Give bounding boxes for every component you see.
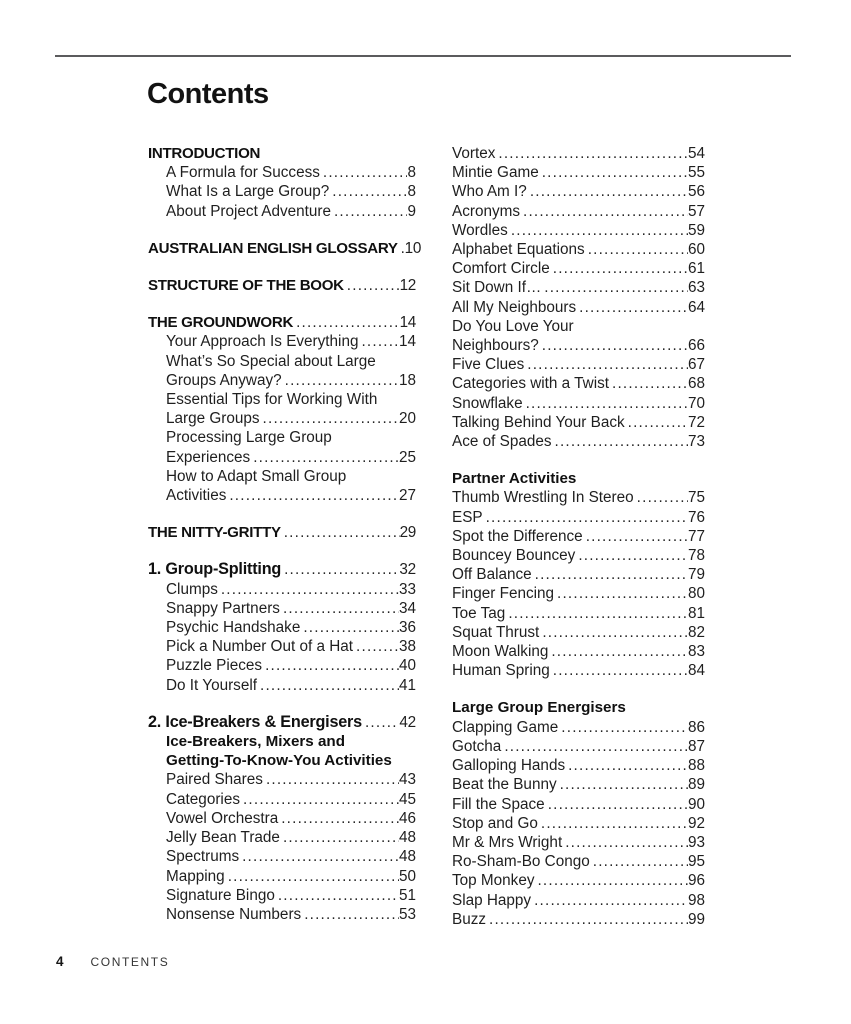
toc-row-entry xyxy=(148,371,416,390)
dot-leader xyxy=(284,523,400,542)
toc-entry-label: Ice-Breakers, Mixers and xyxy=(166,733,345,751)
toc-entry-label: Slap Happy xyxy=(452,891,532,909)
toc-entry-label: Large Groups xyxy=(166,410,260,428)
dot-leader xyxy=(323,163,408,182)
toc-entry-page-number: 82 xyxy=(687,623,705,641)
toc-entry-label: Do You Love Your xyxy=(452,317,574,335)
toc-entry-label: Sit Down If… xyxy=(452,279,542,297)
toc-row-entry xyxy=(148,770,416,789)
toc-entry-page-number: 48 xyxy=(398,848,416,866)
toc-entry-label: Processing Large Group xyxy=(166,429,332,447)
section-gap xyxy=(452,680,705,698)
dot-leader xyxy=(266,770,399,789)
dot-leader xyxy=(628,413,688,432)
dot-leader xyxy=(304,905,399,924)
toc-entry-label: What Is a Large Group? xyxy=(166,183,330,201)
toc-row-entry xyxy=(452,202,705,221)
dot-leader xyxy=(526,394,688,413)
toc-entry-page-number: 25 xyxy=(398,448,416,466)
toc-row-entry xyxy=(148,352,416,371)
toc-entry-page-number: 53 xyxy=(398,905,416,923)
dot-leader xyxy=(544,278,688,297)
toc-entry-page-number: 70 xyxy=(687,394,705,412)
toc-row-entry xyxy=(452,336,705,355)
toc-row-section xyxy=(148,239,422,258)
dot-leader xyxy=(283,599,399,618)
toc-entry-page-number: 8 xyxy=(407,164,416,182)
dot-leader xyxy=(504,737,688,756)
toc-row-entry xyxy=(452,508,705,527)
dot-leader xyxy=(537,871,688,890)
toc-entry-label: Bouncey Bouncey xyxy=(452,547,576,565)
toc-entry-label: Moon Walking xyxy=(452,643,549,661)
dot-leader xyxy=(356,637,399,656)
toc-entry-label: Beat the Bunny xyxy=(452,776,557,794)
toc-entry-page-number: 8 xyxy=(407,183,416,201)
toc-row-entry xyxy=(452,814,705,833)
toc-entry-label: Partner Activities xyxy=(452,470,577,488)
toc-entry-page-number: 43 xyxy=(398,771,416,789)
toc-row-entry xyxy=(452,756,705,775)
dot-leader xyxy=(586,527,688,546)
dot-leader xyxy=(553,661,688,680)
toc-row-entry xyxy=(452,546,705,565)
section-gap xyxy=(452,451,705,469)
toc-entry-label: Your Approach Is Everything xyxy=(166,333,359,351)
toc-entry-label: 2. Ice-Breakers & Energisers xyxy=(148,712,362,731)
toc-entry-label: Do It Yourself xyxy=(166,676,257,694)
toc-entry-page-number: 73 xyxy=(687,433,705,451)
dot-leader xyxy=(361,332,399,351)
toc-entry-page-number: 78 xyxy=(687,547,705,565)
toc-entry-label: Categories xyxy=(166,790,240,808)
toc-entry-label: Gotcha xyxy=(452,737,502,755)
toc-row-subhead xyxy=(148,751,416,770)
dot-leader xyxy=(560,775,688,794)
toc-entry-page-number: 20 xyxy=(398,410,416,428)
toc-row-entry xyxy=(452,317,705,336)
dot-leader xyxy=(527,355,688,374)
toc-entry-label: Human Spring xyxy=(452,662,550,680)
dot-leader xyxy=(511,221,688,240)
toc-row-entry xyxy=(452,240,705,259)
toc-entry-label: THE NITTY-GRITTY xyxy=(148,524,281,542)
toc-row-entry xyxy=(148,618,416,637)
dot-leader xyxy=(260,676,399,695)
toc-entry-label: Alphabet Equations xyxy=(452,241,585,259)
section-gap xyxy=(148,695,416,713)
toc-entry-page-number: 84 xyxy=(687,662,705,680)
toc-entry-label: Ro-Sham-Bo Congo xyxy=(452,853,590,871)
dot-leader xyxy=(565,833,688,852)
toc-entry-label: Snappy Partners xyxy=(166,599,280,617)
toc-entry-label: Spectrums xyxy=(166,848,240,866)
toc-entry-label: Toe Tag xyxy=(452,604,506,622)
toc-entry-label: All My Neighbours xyxy=(452,298,577,316)
toc-entry-label: THE GROUNDWORK xyxy=(148,314,294,332)
toc-row-entry xyxy=(148,409,416,428)
toc-row-entry xyxy=(452,298,705,317)
toc-row-entry xyxy=(452,488,705,507)
dot-leader xyxy=(548,795,688,814)
toc-entry-label: Snowflake xyxy=(452,394,523,412)
toc-row-entry xyxy=(148,390,416,409)
toc-entry-page-number: 29 xyxy=(399,524,416,542)
toc-entry-label: Buzz xyxy=(452,910,487,928)
dot-leader xyxy=(284,560,399,579)
toc-row-section xyxy=(148,313,416,332)
dot-leader xyxy=(332,182,407,201)
toc-entry-page-number: 80 xyxy=(687,585,705,603)
dot-leader xyxy=(498,144,688,163)
toc-row-entry xyxy=(452,221,705,240)
toc-entry-label: Five Clues xyxy=(452,356,525,374)
toc-entry-page-number: 50 xyxy=(398,867,416,885)
toc-entry-label: Experiences xyxy=(166,448,251,466)
dot-leader xyxy=(535,565,688,584)
toc-row-entry xyxy=(452,642,705,661)
toc-row-entry xyxy=(452,432,705,451)
toc-entry-page-number: 14 xyxy=(399,314,416,332)
toc-entry-page-number: 18 xyxy=(398,371,416,389)
toc-entry-page-number: 98 xyxy=(687,891,705,909)
toc-entry-page-number: 95 xyxy=(687,853,705,871)
toc-entry-page-number: 81 xyxy=(687,604,705,622)
toc-entry-page-number: 76 xyxy=(687,508,705,526)
section-gap xyxy=(148,258,416,276)
toc-entry-label: Acronyms xyxy=(452,202,520,220)
dot-leader xyxy=(534,891,688,910)
toc-entry-label: Mapping xyxy=(166,867,225,885)
toc-entry-page-number: 48 xyxy=(398,829,416,847)
toc-entry-page-number: 14 xyxy=(398,333,416,351)
toc-entry-label: Vowel Orchestra xyxy=(166,809,279,827)
toc-entry-label: Clapping Game xyxy=(452,718,559,736)
dot-leader xyxy=(365,713,399,732)
dot-leader xyxy=(523,202,688,221)
dot-leader xyxy=(296,313,400,332)
page-footer xyxy=(56,954,169,969)
toc-entry-page-number: 56 xyxy=(687,183,705,201)
toc-entry-page-number: 88 xyxy=(687,757,705,775)
toc-entry-label: Stop and Go xyxy=(452,814,538,832)
dot-leader xyxy=(303,618,399,637)
toc-entry-page-number: 46 xyxy=(398,809,416,827)
toc-entry-page-number: 51 xyxy=(398,886,416,904)
dot-leader xyxy=(489,910,688,929)
toc-row-entry xyxy=(452,775,705,794)
toc-entry-page-number: 59 xyxy=(687,221,705,239)
toc-entry-label: Who Am I? xyxy=(452,183,527,201)
dot-leader xyxy=(242,847,399,866)
toc-entry-label: Squat Thrust xyxy=(452,623,540,641)
toc-entry-label: Clumps xyxy=(166,580,218,598)
toc-entry-page-number: 64 xyxy=(687,298,705,316)
toc-entry-label: 1. Group-Splitting xyxy=(148,560,282,579)
toc-row-entry xyxy=(148,448,416,467)
toc-entry-label: ESP xyxy=(452,508,483,526)
toc-entry-page-number: 87 xyxy=(687,737,705,755)
toc-entry-label: Finger Fencing xyxy=(452,585,555,603)
toc-entry-label: Fill the Space xyxy=(452,795,545,813)
dot-leader xyxy=(229,486,399,505)
toc-row-entry xyxy=(148,790,416,809)
dot-leader xyxy=(281,809,399,828)
toc-entry-label: Pick a Number Out of a Hat xyxy=(166,638,354,656)
toc-row-entry xyxy=(452,910,705,929)
toc-entry-label: Ace of Spades xyxy=(452,433,552,451)
toc-entry-page-number: 45 xyxy=(398,790,416,808)
toc-entry-label: Off Balance xyxy=(452,566,532,584)
toc-entry-page-number: 93 xyxy=(687,833,705,851)
toc-entry-page-number: 57 xyxy=(687,202,705,220)
dot-leader xyxy=(263,409,399,428)
toc-row-entry xyxy=(452,852,705,871)
toc-row-entry xyxy=(148,163,416,182)
toc-entry-label: Essential Tips for Working With xyxy=(166,391,378,409)
toc-entry-label: Categories with a Twist xyxy=(452,375,610,393)
toc-row-entry xyxy=(452,182,705,201)
toc-row-entry xyxy=(452,661,705,680)
toc-row-entry xyxy=(148,580,416,599)
dot-leader xyxy=(637,488,688,507)
section-gap xyxy=(148,221,416,239)
toc-entry-label: Nonsense Numbers xyxy=(166,905,302,923)
dot-leader xyxy=(285,371,399,390)
toc-entry-label: Groups Anyway? xyxy=(166,371,282,389)
toc-entry-label: Mr & Mrs Wright xyxy=(452,833,563,851)
toc-entry-page-number: 75 xyxy=(687,489,705,507)
toc-entry-label: Galloping Hands xyxy=(452,757,566,775)
toc-entry-label: Getting-To-Know-You Activities xyxy=(166,752,392,770)
toc-row-subhead xyxy=(148,732,416,751)
toc-row-chapter xyxy=(148,713,416,732)
toc-row-entry xyxy=(452,604,705,623)
toc-entry-label: AUSTRALIAN ENGLISH GLOSSARY xyxy=(148,239,398,257)
toc-entry-label: Large Group Energisers xyxy=(452,699,626,717)
toc-entry-page-number: 66 xyxy=(687,337,705,355)
toc-row-entry xyxy=(148,332,416,351)
dot-leader xyxy=(612,374,688,393)
toc-entry-label: Talking Behind Your Back xyxy=(452,413,625,431)
toc-entry-label: Thumb Wrestling In Stereo xyxy=(452,489,634,507)
dot-leader xyxy=(542,336,688,355)
toc-entry-page-number: 60 xyxy=(687,241,705,259)
toc-row-entry xyxy=(148,886,416,905)
toc-row-entry xyxy=(148,867,416,886)
toc-column-left xyxy=(148,144,422,929)
toc-row-entry xyxy=(452,355,705,374)
toc-entry-label: Spot the Difference xyxy=(452,527,583,545)
dot-leader xyxy=(542,623,688,642)
toc-row-entry xyxy=(452,891,705,910)
toc-entry-label: Vortex xyxy=(452,145,496,162)
footer-page-number: 4 xyxy=(56,954,64,969)
toc-entry-page-number: 72 xyxy=(687,413,705,431)
dot-leader xyxy=(553,259,688,278)
toc-row-entry xyxy=(452,527,705,546)
dot-leader xyxy=(578,546,688,565)
dot-leader xyxy=(508,604,688,623)
toc-entry-page-number: 33 xyxy=(398,580,416,598)
toc-entry-page-number: 12 xyxy=(399,277,416,295)
toc-entry-label: STRUCTURE OF THE BOOK xyxy=(148,277,344,295)
dot-leader xyxy=(568,756,688,775)
top-rule-divider xyxy=(55,55,791,57)
footer-section-label: CONTENTS xyxy=(90,955,170,969)
toc-entry-page-number: 67 xyxy=(687,356,705,374)
toc-row-section xyxy=(148,144,416,163)
toc-entry-label: Jelly Bean Trade xyxy=(166,829,280,847)
toc-row-entry xyxy=(452,413,705,432)
toc-entry-label: INTRODUCTION xyxy=(148,145,261,162)
toc-row-entry xyxy=(148,202,416,221)
toc-entry-page-number: 96 xyxy=(687,872,705,890)
toc-entry-page-number: 92 xyxy=(687,814,705,832)
toc-entry-page-number: 42 xyxy=(399,713,416,731)
dot-leader xyxy=(555,432,688,451)
toc-row-entry xyxy=(148,599,416,618)
dot-leader xyxy=(243,790,399,809)
toc-entry-label: Mintie Game xyxy=(452,164,539,182)
dot-leader xyxy=(593,852,688,871)
toc-row-entry xyxy=(148,486,416,505)
dot-leader xyxy=(334,202,408,221)
toc-row-entry xyxy=(148,676,416,695)
toc-row-section xyxy=(148,523,416,542)
toc-entry-page-number: 99 xyxy=(687,910,705,928)
toc-entry-label: Puzzle Pieces xyxy=(166,657,263,675)
toc-row-section xyxy=(148,276,416,295)
dot-leader xyxy=(253,448,399,467)
dot-leader xyxy=(579,298,688,317)
toc-entry-page-number: 77 xyxy=(687,527,705,545)
toc-row-entry xyxy=(452,374,705,393)
toc-row-entry xyxy=(148,637,416,656)
toc-row-entry xyxy=(148,847,416,866)
toc-entry-label: Top Monkey xyxy=(452,872,535,890)
toc-row-entry xyxy=(452,584,705,603)
toc-entry-label: Psychic Handshake xyxy=(166,619,301,637)
dot-leader xyxy=(486,508,688,527)
toc-row-entry xyxy=(148,182,416,201)
toc-entry-page-number: 9 xyxy=(407,202,416,220)
toc-entry-label: Neighbours? xyxy=(452,337,539,355)
toc-row-entry xyxy=(452,259,705,278)
toc-row-entry xyxy=(148,828,416,847)
toc-entry-page-number: 36 xyxy=(398,619,416,637)
toc-entry-page-number: 10 xyxy=(404,239,422,257)
toc-entry-page-number: 40 xyxy=(398,657,416,675)
dot-leader xyxy=(557,584,688,603)
toc-entry-page-number: 41 xyxy=(398,676,416,694)
toc-entry-page-number: 90 xyxy=(687,795,705,813)
toc-entry-page-number: 38 xyxy=(398,638,416,656)
toc-row-entry xyxy=(452,871,705,890)
dot-leader xyxy=(588,240,688,259)
toc-row-entry xyxy=(452,394,705,413)
toc-entry-label: A Formula for Success xyxy=(166,164,320,182)
toc-entry-page-number: 63 xyxy=(687,279,705,297)
dot-leader xyxy=(283,828,399,847)
toc-entry-page-number: 86 xyxy=(687,718,705,736)
toc-row-entry xyxy=(148,428,416,447)
section-gap xyxy=(148,295,416,313)
dot-leader xyxy=(221,580,399,599)
toc-row-entry xyxy=(148,809,416,828)
toc-entry-page-number: 34 xyxy=(398,599,416,617)
toc-entry-page-number: 61 xyxy=(687,260,705,278)
toc-row-entry xyxy=(452,144,705,163)
dot-leader xyxy=(542,163,688,182)
toc-entry-page-number: 27 xyxy=(398,487,416,505)
toc-entry-label: What’s So Special about Large xyxy=(166,352,376,370)
section-gap xyxy=(148,542,416,560)
toc-entry-page-number: 32 xyxy=(399,561,416,579)
toc-row-entry xyxy=(452,737,705,756)
toc-entry-label: About Project Adventure xyxy=(166,202,331,220)
toc-columns xyxy=(148,144,705,929)
toc-row-subhead xyxy=(452,469,705,488)
toc-entry-page-number: 54 xyxy=(687,145,705,162)
toc-entry-page-number: 89 xyxy=(687,776,705,794)
toc-row-entry xyxy=(148,656,416,675)
toc-row-entry xyxy=(452,833,705,852)
page-title: Contents xyxy=(147,78,269,110)
dot-leader xyxy=(278,886,399,905)
toc-row-entry xyxy=(452,623,705,642)
toc-row-entry xyxy=(452,795,705,814)
toc-entry-label: How to Adapt Small Group xyxy=(166,467,347,485)
toc-entry-label: Signature Bingo xyxy=(166,886,275,904)
toc-column-right xyxy=(452,144,705,929)
toc-entry-label: Comfort Circle xyxy=(452,260,550,278)
toc-row-entry xyxy=(148,905,416,924)
dot-leader xyxy=(551,642,688,661)
toc-entry-label: Paired Shares xyxy=(166,771,263,789)
section-gap xyxy=(148,505,416,523)
dot-leader xyxy=(228,867,399,886)
dot-leader xyxy=(347,276,400,295)
toc-entry-page-number: 55 xyxy=(687,164,705,182)
toc-row-entry xyxy=(452,278,705,297)
toc-row-subhead xyxy=(452,698,705,717)
toc-row-entry xyxy=(452,565,705,584)
dot-leader xyxy=(561,718,688,737)
toc-row-entry xyxy=(452,718,705,737)
dot-leader xyxy=(265,656,399,675)
dot-leader xyxy=(541,814,688,833)
toc-row-entry xyxy=(148,467,416,486)
toc-row-entry xyxy=(452,163,705,182)
toc-entry-label: Wordles xyxy=(452,221,508,239)
dot-leader xyxy=(530,182,688,201)
toc-entry-page-number: 83 xyxy=(687,643,705,661)
toc-entry-label: Activities xyxy=(166,487,227,505)
toc-entry-page-number: 68 xyxy=(687,375,705,393)
toc-entry-page-number: 79 xyxy=(687,566,705,584)
toc-row-chapter xyxy=(148,560,416,579)
